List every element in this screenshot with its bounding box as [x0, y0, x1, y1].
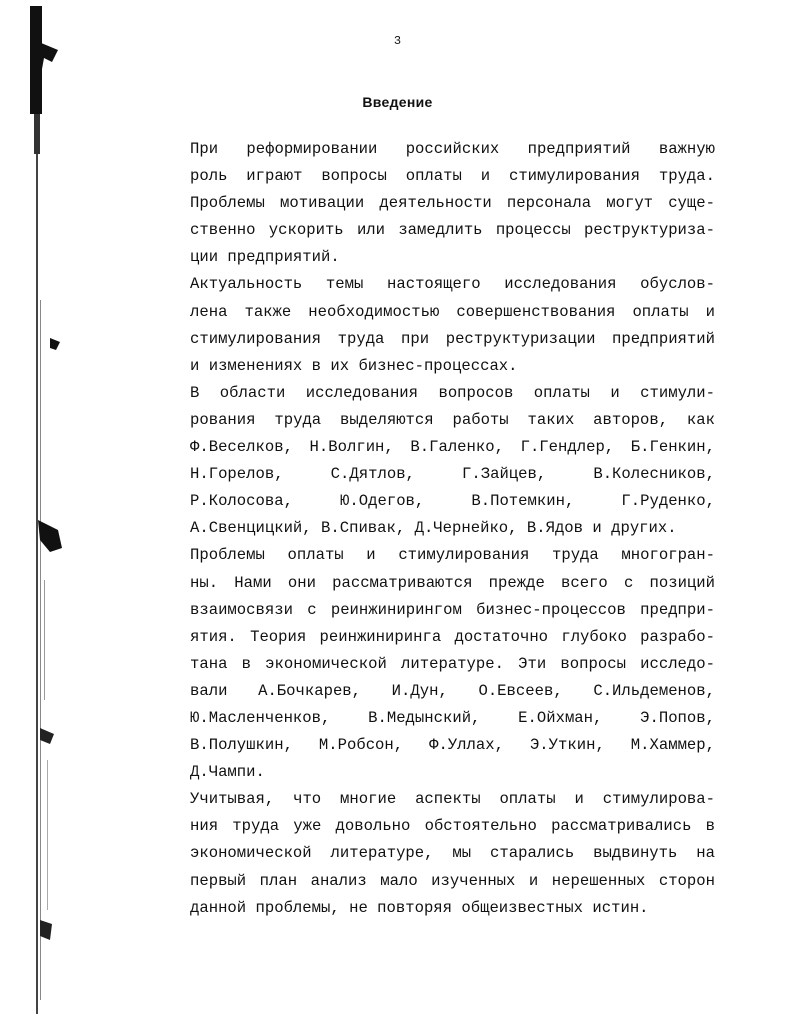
text-line: первый план анализ мало изученных и нерешенных сторон [190, 871, 715, 890]
text-line: роль играют вопросы оплаты и стимулирования труда. [190, 167, 715, 186]
text-line: взаимосвязи с реинжинирингом бизнес-процессов предпри- [190, 600, 715, 619]
text-line: Проблемы мотивации деятельности персонала могут суще- [190, 194, 715, 213]
text-line: Н.Горелов, С.Дятлов, Г.Зайцев, В.Колесников, [190, 465, 715, 484]
paragraph-5 [155, 786, 715, 921]
page-title: Введение [362, 94, 433, 110]
text-line: В.Полушкин, М.Робсон, Ф.Уллах, Э.Уткин, М.Хаммер, [190, 736, 715, 755]
text-line: ции предприятий. [190, 248, 340, 267]
text-line: экономической литературе, мы старались выдвинуть на [190, 844, 715, 863]
text-line: ственно ускорить или замедлить процессы реструктуриза- [190, 221, 715, 240]
body-text [155, 136, 715, 922]
text-line: Д.Чампи. [190, 763, 265, 782]
paragraph-2 [155, 271, 715, 379]
page-number: 3 [393, 34, 402, 48]
text-line: Р.Колосова, Ю.Одегов, В.Потемкин, Г.Руденко, [190, 492, 715, 511]
paragraph-4 [155, 542, 715, 786]
paragraph-1 [155, 136, 715, 271]
text-line: ния труда уже довольно обстоятельно рассматривались в [190, 817, 715, 836]
text-line: и изменениях в их бизнес-процессах. [190, 356, 518, 375]
text-line: стимулирования труда при реструктуризации предприятий [190, 329, 715, 348]
text-line: лена также необходимостью совершенствования оплаты и [190, 302, 715, 321]
text-line: Учитывая, что многие аспекты оплаты и стимулирова- [190, 790, 715, 809]
text-line: тана в экономической литературе. Эти вопросы исследо- [190, 654, 715, 673]
text-line: В области исследования вопросов оплаты и стимули- [190, 383, 715, 402]
text-line: Ф.Веселков, Н.Волгин, В.Галенко, Г.Гендлер, Б.Генкин, [190, 438, 715, 457]
text-line: ны. Нами они рассматриваются прежде всего с позиций [190, 573, 715, 592]
text-line: вали А.Бочкарев, И.Дун, О.Евсеев, С.Ильдеменов, [190, 681, 715, 700]
scan-edge-artifact [0, 0, 62, 1026]
text-line: Проблемы оплаты и стимулирования труда многогран- [190, 546, 715, 565]
text-line: ятия. Теория реинжиниринга достаточно глубоко разрабо- [190, 627, 715, 646]
text-line: Ю.Масленченков, В.Медынский, Е.Ойхман, Э.Попов, [190, 708, 715, 727]
paragraph-3 [155, 380, 715, 543]
text-line: рования труда выделяются работы таких авторов, как [190, 410, 715, 429]
text-line: данной проблемы, не повторяя общеизвестных истин. [190, 898, 649, 917]
text-line: А.Свенцицкий, В.Спивак, Д.Чернейко, В.Ядов и других. [190, 519, 677, 538]
text-line: При реформировании российских предприятий важную [190, 140, 715, 158]
text-line: Актуальность темы настоящего исследования обуслов- [190, 275, 715, 294]
